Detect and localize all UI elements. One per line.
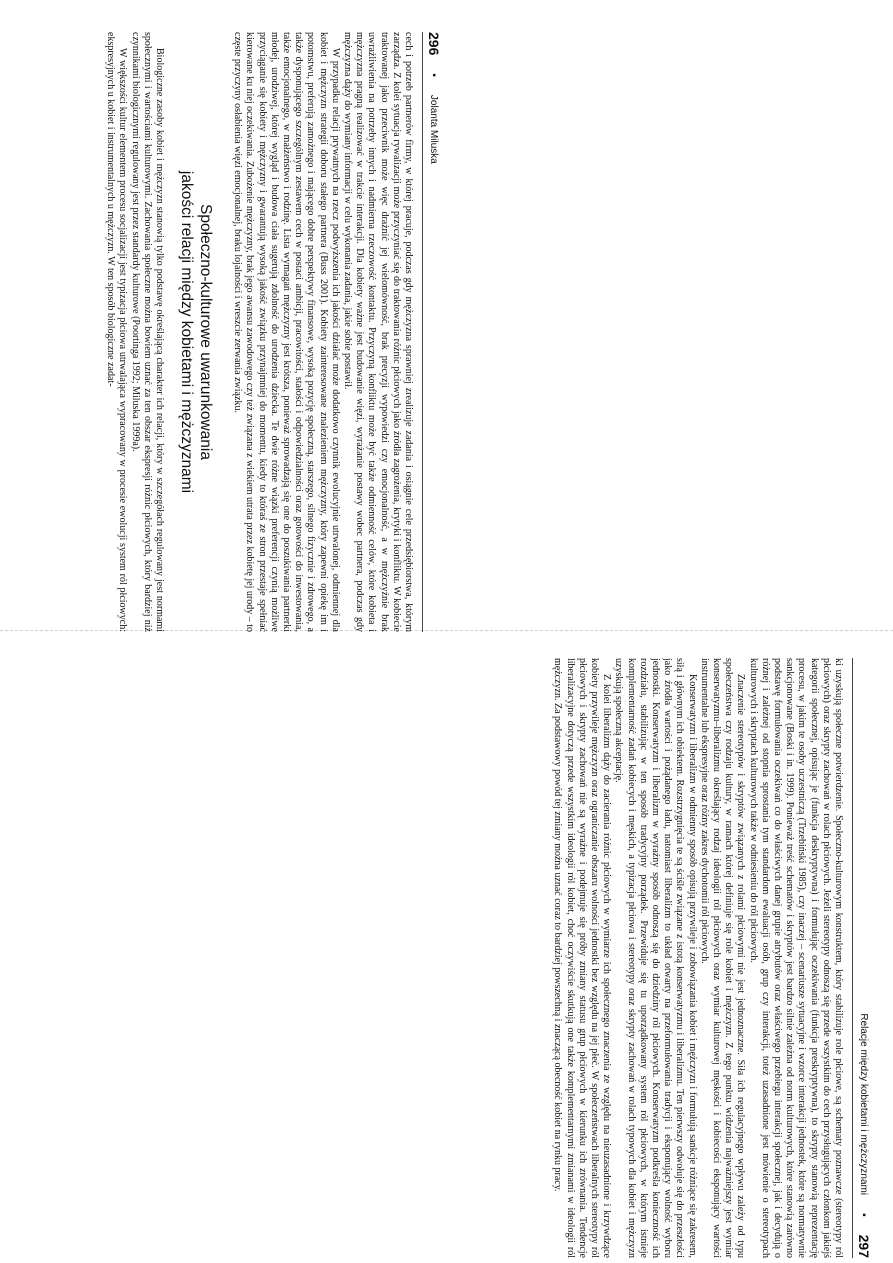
paragraph-stereotypes-scripts: ki uzyskują społeczne potwierdzenie. Społeczno-kulturowym konstruktem, który stabilizuje role płciowe, są schematy poznawcze (stereotypy ról płciowych) oraz skrypty zachowań w rolach płciowych. Jeżeli stereotypy odnoszą się przede wszystkim do cech przysługujących członkom jakiejś kategorii społecznej, opisując je (funkcja deskryptywna) i formułując oczekiwania (funkcja preskryptywna), to skrypty stanowią reprezentację procesu, w jakim te osoby uczestniczą (Trzebiński 1985), czy inaczej – scenariusze sytuacyjne i wzorce interakcji jednostek, które są normatywnie sankcjonowane (Boski i in. 1999). Ponieważ treść schematów i skryptów jest bardzo silnie zależna od norm kulturowych, które stanowią zarówno podstawę formułowania oczekiwań co do właściwych danej grupie atrybutów oraz właściwego przebiegu interakcji społecznej, jak i decydują o różnej i zależnej od stopnia sprostania tym standardom ewaluacji osób, grup czy interakcji, toteż uzasadnione jest mówienie o stereotypach kulturowych i skryptach kulturowych także w odniesieniu do ról płciowych. [747,658,844,1258]
paragraph-partner-strategy: W przypadku relacji prywatnych na rzecz podwyższenia ich jakości działać może dodatkowo czynnik ewolucyjnie utrwalonej, odmiennej dla kobiet i mężczyzn strategii doboru stałego partnera (Buss 2001). Kobiety zainteresowane znalezieniem mężczyzny, który zapewni opiekę im i potomstwu, preferują zamożnego i mającego dobre perspektywy finansowe, wysoką pozycję społeczną, starszego, silnego fizycznie i zdrowego, a także dysponującego szczególnym zestawem cech w postaci ambicji, pracowitości, stałości i odpowiedzialności oraz gotowości do inwestowania, także emocjonalnego, w małżeństwo i rodzinę. Lista wymagań mężczyzny jest krótsza, ponieważ sprowadzają się one do poszukiwania partnerki młodej, urodziwej, której wygląd i budowa ciała sugerują zdolność do urodzenia dziecka. Te dwie różne wiązki preferencji czynią możliwe przyciąganie się kobiety i mężczyzny i gwarantują wysoką jakość związku przynajmniej do momentu, kiedy to któraś ze stron przestaje spełniać kierowane ku niej oczekiwania. Zubożenie mężczyzny, brak jego awansu zawodowego czy też związana z wiekiem utrata przez kobietę jej urody – to częste przyczyny osłabienia więzi emocjonalnej, braku lojalności i wreszcie zerwania związku. [232,32,341,632]
section-heading-line2: jakości relacji między kobietami i mężczyznami [177,170,195,494]
section-heading [177,32,215,632]
paragraph-continuation: cech i potrzeb partnerów firmy, w której pracuje, podczas gdy mężczyzna sprawniej zrealizuje zadania i osiągnie cele przedsiębiorstwa, którym zarządza. Z kolei sytuacja rywalizacji może przyczyniać się do traktowania różnic płciowych jako źródła zagrożenia, krytyki i konfliktu. W kobiecie traktowanej jako przeciwnik może więc drażnić jej wielomówność, brak precyzji wypowiedzi czy emocjonalność, a w mężczyźnie brak uwrażliwienia na potrzeby innych i nadmierna rzeczowość kontaktu. Przyczyną konfliktu może być także odmienność celów, które kobieta i mężczyzna pragną realizować w trakcie interakcji. Dla kobiety ważne jest budowanie więzi, wyrażanie postawy wobec partnera, podczas gdy mężczyzna dąży do wymiany informacji w celu wykonania zadania, jakie sobie postawił. [341,32,414,632]
running-head-author: Jolanta Miluska [428,94,440,164]
separator-square-icon: ▪ [428,73,440,77]
running-head-right [852,658,875,1258]
left-page-296 [0,32,445,632]
page-number-left: 296 [426,32,442,56]
page-number-right: 297 [856,1234,872,1258]
paragraph-significance: Znaczenie stereotypów i skryptów związanych z rolami płciowymi nie jest jednoznaczne. Siła ich regulacyjnego wpływu zależy od typu społeczeństwa czy rodzaju kultury, w ramach której definiuje się role kobiet i mężczyzn. Z tego punktu widzenia najważniejszy jest wymiar konserwatyzmu–liberalizmu określający rodzaj ideologii ról płciowych oraz wymiar kulturowej męskości i kobiecości eksponujący wartości instrumentalne lub ekspresyjne oraz różny zakres dychotomii ról płciowych. [698,658,747,1258]
paragraph-biological-resources: Biologiczne zasoby kobiet i mężczyzn stanowią tylko podstawę określającą charakter ich relacji, który w szczegółach regulowany jest normami społecznymi i wartościami kulturowymi. Zachowania społeczne można bowiem uznać za ten obszar ekspresji różnic płciowych, który bardziej niż czynnikami biologicznymi regulowany jest przez standardy kulturowe (Poortinga 1992; Miluska 1999a). [129,32,165,632]
section-heading-line1: Społeczno-kulturowe uwarunkowania [196,204,214,460]
paragraph-liberalism: Z kolei liberalizm dąży do zacierania różnic płciowych w wymiarze ich społecznego znaczenia ze względu na nieuzasadnione i krzywdzące kobiety przywileje mężczyzn oraz ograniczanie obszaru wolności jednostki bez względu na jej płeć. W społeczeństwach liberalnych stereotypy ról płciowych i skrypty zachowań nie są wyraźne i podejmuje się próby zmiany statusu grup płciowych w kierunku ich zrównania. Tendencje liberalizacyjne dotyczą przede wszystkim ideologii ról kobiet, choć oczywiście skutkują one także komplementarnymi zmianami w ideologii ról mężczyzn. Za podstawowy powód tej zmiany można uznać coraz to bardziej powszechną i znaczącą obecność kobiet na rynku pracy. [552,658,613,1258]
right-page-297 [425,658,875,1258]
paragraph-socialization: W większości kultur elementem procesu socjalizacji jest typizacja płciowa utrwalająca wypracowany w procesie ewolucji system ról płciowych: ekspresyjnych u kobiet i instrumentalnych u mężczyzn. W ten sposób biologiczne zadat- [105,32,129,632]
running-head-title: Relacje między kobietami i mężczyznami [858,1013,870,1196]
running-head-left [422,32,445,632]
separator-square-icon: ▪ [858,1213,870,1217]
paragraph-conservatism-liberalism: Konserwatyzm i liberalizm w odmienny sposób opisują przywileje i zobowiązania kobiet i mężczyzn i formułują sankcje różniące się zakresem, siłą i głównym ich obiektem. Rozstrzygnięcia te są ściśle związane z istotą konserwatyzmu i liberalizmu. Ten pierwszy odwołuje się do przeszłości jako źródła wartości i pożądanego ładu, natomiast liberalizm to układ otwarty na przeformułowania tradycji i eksponujący wolność wyboru jednostki. Konserwatyzm i liberalizm w wyraźny sposób odnoszą się do dziedziny ról płciowych. Konserwatyzm podkreśla konieczność ich rozdziału, stabilizując w ten sposób tradycyjny porządek. Przewiduje się tu uporządkowany system ról płciowych, w którym istnieje komplementarność zadań kobiecych i męskich, a typizacja płciowa i stereotypy oraz skrypty zachowań w rolach typowych dla kobiet i mężczyzn uzyskują społeczną akceptację. [613,658,698,1258]
